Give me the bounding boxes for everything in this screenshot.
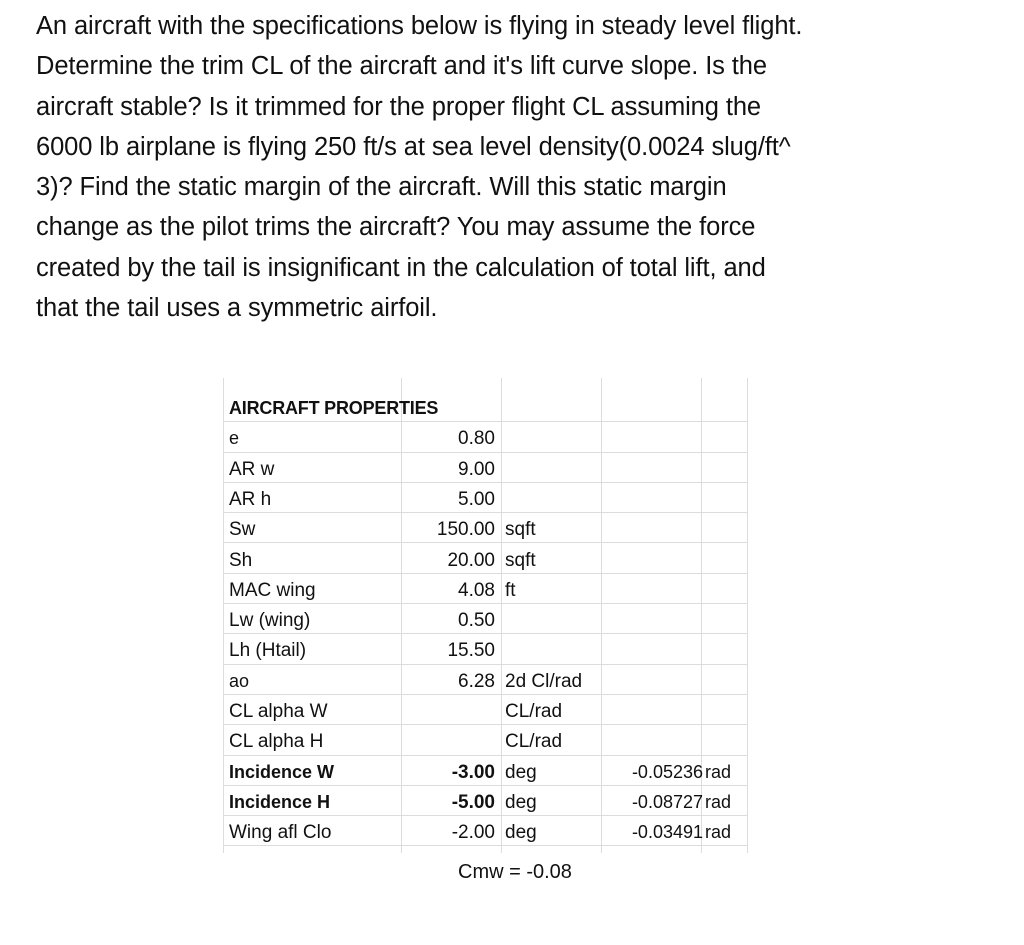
row-value: 20.00 (447, 549, 495, 571)
row-value: 6.28 (458, 670, 495, 692)
row-label: e (229, 428, 240, 449)
row-rad-unit: rad (705, 761, 732, 782)
row-value: -5.00 (451, 791, 495, 813)
problem-line: Determine the trim CL of the aircraft and it's lift curve slope. Is the (36, 52, 767, 81)
row-rad-value: -0.05236 (631, 761, 703, 782)
row-unit: sqft (505, 519, 536, 541)
row-value: 4.08 (458, 579, 495, 601)
cmw-result: Cmw = -0.08 (458, 861, 572, 883)
row-label: ao (229, 670, 250, 691)
table-row (223, 483, 748, 513)
table-row (223, 756, 748, 786)
row-value: 0.50 (458, 610, 495, 632)
table-row (223, 513, 748, 543)
row-label: CL alpha H (229, 731, 324, 753)
row-rad-unit: rad (705, 791, 732, 812)
table-row (223, 695, 748, 725)
table-row (223, 665, 748, 695)
row-label: Lw (wing) (229, 610, 311, 632)
row-label: Sw (229, 519, 256, 541)
row-value: -2.00 (451, 822, 495, 844)
row-label: Wing afl Clo (229, 822, 332, 844)
row-label: Sh (229, 549, 253, 571)
row-unit: deg (505, 822, 537, 844)
aircraft-properties-table (223, 378, 748, 853)
row-unit: sqft (505, 549, 536, 571)
problem-statement (36, 6, 996, 328)
row-unit: CL/rad (505, 731, 563, 753)
table-row (223, 604, 748, 634)
row-value: 9.00 (458, 458, 495, 480)
table-row (223, 634, 748, 664)
problem-line: created by the tail is insignificant in the calculation of total lift, and (36, 253, 766, 282)
row-rad-value: -0.03491 (631, 822, 703, 843)
row-unit: deg (505, 791, 537, 813)
row-label: AR w (229, 458, 275, 480)
table-row (223, 725, 748, 755)
row-value: -3.00 (451, 761, 495, 783)
table-header-row (223, 392, 748, 422)
row-unit: ft (505, 579, 516, 601)
table-row (223, 574, 748, 604)
problem-line: that the tail uses a symmetric airfoil. (36, 294, 438, 323)
problem-line: change as the pilot trims the aircraft? You may assume the force (36, 213, 756, 242)
row-value: 15.50 (447, 640, 495, 662)
table-header: AIRCRAFT PROPERTIES (229, 398, 439, 418)
row-label: AR h (229, 488, 272, 510)
row-label: MAC wing (229, 579, 316, 601)
row-unit: deg (505, 761, 537, 783)
row-value: 150.00 (436, 519, 495, 541)
table-row (223, 422, 748, 452)
row-value: 5.00 (458, 488, 495, 510)
row-value: 0.80 (458, 428, 495, 450)
problem-line: 3)? Find the static margin of the aircraft. Will this static margin (36, 173, 727, 202)
row-rad-unit: rad (705, 822, 732, 843)
row-label: Lh (Htail) (229, 640, 307, 662)
row-unit: CL/rad (505, 701, 563, 722)
row-label: Incidence H (229, 791, 331, 812)
table-row (223, 816, 748, 846)
table-row (223, 786, 748, 816)
table-row (223, 453, 748, 483)
row-rad-value: -0.08727 (631, 791, 703, 812)
problem-line: An aircraft with the specifications below is flying in steady level flight. (36, 12, 803, 40)
problem-line: 6000 lb airplane is flying 250 ft/s at sea level density(0.0024 slug/ft^ (36, 132, 791, 161)
row-label: Incidence W (229, 761, 335, 782)
table-row (223, 544, 748, 574)
problem-line: aircraft stable? Is it trimmed for the proper flight CL assuming the (36, 92, 761, 121)
row-label: CL alpha W (229, 701, 328, 722)
row-unit: 2d Cl/rad (505, 670, 583, 692)
